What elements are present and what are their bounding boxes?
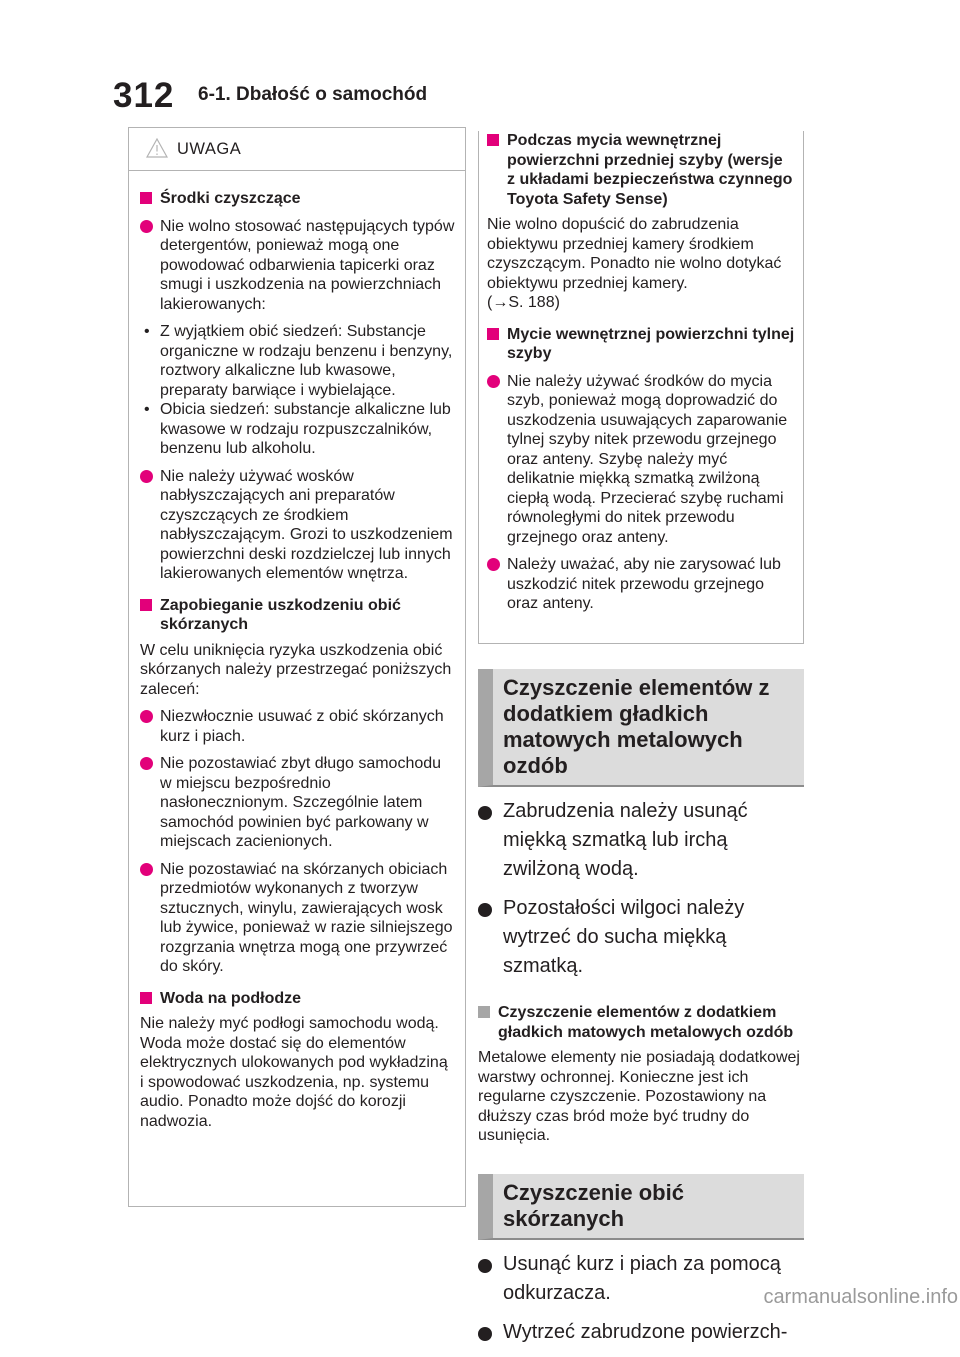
pink-dot-icon: [140, 863, 153, 876]
heading-rear-window: Mycie wewnętrznej powierzchni tylnej szyby: [487, 325, 795, 364]
heading-floor-water: Woda na podłodze: [140, 989, 455, 1009]
list-item: Nie wolno stosować następujących typów detergentów, ponieważ mogą one powodować odbarwienia tapicerki oraz smugi i uszkodzenia na powierzchniach lakierowanych:: [140, 217, 455, 315]
square-bullet-icon: [487, 134, 499, 146]
sub-item: • Z wyjątkiem obić siedzeń: Substancje organiczne w rodzaju benzenu i benzyny, roztwory alkaliczne lub kwasowe, preparaty barwiące i wybielające.: [144, 323, 453, 399]
warning-box: [128, 127, 466, 1207]
watermark: carmanualsonline.info: [763, 1286, 958, 1308]
paragraph: Woda może dostać się do elementów elektrycznych ulokowanych pod wykładziną i spowodować uszkodzenia, np. systemu audio. Ponadto może dojść do korozji nadwozia.: [140, 1034, 448, 1130]
list-item: Nie należy używać wosków nabłyszczających ani preparatów czyszczących ze środkiem nabłyszczającym. Grozi to uszkodzeniem powierzchni deski rozdzielczej lub innych lakierowanych elementów wnętrza.: [140, 467, 455, 584]
page-reference: (→S. 188): [487, 294, 560, 311]
list-item: Pozostałości wilgoci należy wytrzeć do sucha miękką szmatką.: [478, 894, 804, 981]
right-column: [478, 129, 804, 1357]
pink-dot-icon: [487, 375, 500, 388]
leather-steps: [478, 1250, 804, 1347]
square-bullet-icon: [140, 192, 152, 204]
pink-dot-icon: [140, 710, 153, 723]
paragraph: Nie należy myć podłogi samochodu wodą.: [140, 1015, 439, 1032]
pink-dot-icon: [140, 470, 153, 483]
metal-steps: [478, 797, 804, 981]
section-title: 6-1. Dbałość o samochód: [198, 84, 428, 105]
square-bullet-icon: [487, 328, 499, 340]
sub-item: • Obicia siedzeń: substancje alkaliczne lub kwasowe w rodzaju rozpuszczalników, benzenu lub alkoholu.: [144, 401, 451, 457]
section-banner-leather: Czyszczenie obić skórzanych: [478, 1174, 804, 1240]
pink-dot-icon: [487, 558, 500, 571]
black-dot-icon: [478, 1327, 492, 1341]
page-number: 312: [113, 76, 175, 115]
heading-front-window: Podczas mycia wewnętrznej powierzchni przedniej szyby (wersje z układami bezpieczeństwa czynnego Toyota Safety Sense): [487, 131, 795, 209]
list-item: Należy uważać, aby nie zarysować lub uszkodzić nitek przewodu grzejnego oraz anteny.: [487, 555, 795, 614]
black-dot-icon: [478, 1259, 492, 1273]
section-banner-metal: Czyszczenie elementów z dodatkiem gładkich matowych metalowych ozdób: [478, 669, 804, 787]
warning-continuation-box: [478, 131, 804, 644]
paragraph: W celu uniknięcia ryzyka uszkodzenia obić skórzanych należy przestrzegać poniższych zaleceń:: [140, 641, 452, 698]
warning-triangle-icon: [146, 138, 168, 158]
warning-header: [129, 128, 465, 171]
heading-metal-note: Czyszczenie elementów z dodatkiem gładkich matowych metalowych ozdób: [478, 1003, 804, 1042]
pink-dot-icon: [140, 220, 153, 233]
black-dot-icon: [478, 806, 492, 820]
paragraph: Metalowe elementy nie posiadają dodatkowej warstwy ochronnej. Konieczne jest ich regularne czyszczenie. Pozostawiony na dłuższy czas bród może być trudny do usunięcia.: [478, 1049, 800, 1144]
square-bullet-icon: [140, 992, 152, 1004]
list-item: Zabrudzenia należy usunąć miękką szmatką lub irchą zwilżoną wodą.: [478, 797, 804, 884]
heading-leather-protection: Zapobieganie uszkodzeniu obić skórzanych: [140, 596, 455, 635]
list-item: Wytrzeć zabrudzone powierzch-: [478, 1318, 804, 1347]
warning-title: UWAGA: [177, 140, 242, 158]
warning-content: [129, 171, 465, 1131]
paragraph: Nie wolno dopuścić do zabrudzenia obiektywu przedniej kamery środkiem czyszczącym. Ponadto nie wolno dotykać obiektywu przedniej kamery. (→S. 188): [487, 216, 782, 311]
list-item: Usunąć kurz i piach za pomocą odkurzacza.: [478, 1250, 804, 1308]
list-item: Niezwłocznie usuwać z obić skórzanych kurz i piach.: [140, 707, 455, 746]
list-item: Nie należy używać środków do mycia szyb, ponieważ mogą doprowadzić do uszkodzenia usuwających zaparowanie tylnej szyby nitek przewodu grzejnego oraz anteny. Szybę należy myć delikatnie miękką szmatką zwilżoną ciepłą wodą. Przecierać szybę ruchami równoległymi do nitek przewodu grzejnego oraz anteny.: [487, 372, 795, 548]
heading-cleaning-agents: Środki czyszczące: [140, 189, 455, 209]
square-bullet-icon: [140, 599, 152, 611]
list-item: Nie pozostawiać na skórzanych obiciach przedmiotów wykonanych z tworzyw sztucznych, winylu, zawierających wosk lub żywice, ponieważ w razie silniejszego rozgrzania wnętrza mogą one przywrzeć do skóry.: [140, 860, 455, 977]
list-item: Nie pozostawiać zbyt długo samochodu w miejscu bezpośrednio nasłonecznionym. Szczególnie latem samochód powinien być parkowany w miejscach zacienionych.: [140, 754, 455, 852]
square-bullet-icon: [478, 1006, 490, 1018]
black-dot-icon: [478, 903, 492, 917]
pink-dot-icon: [140, 757, 153, 770]
